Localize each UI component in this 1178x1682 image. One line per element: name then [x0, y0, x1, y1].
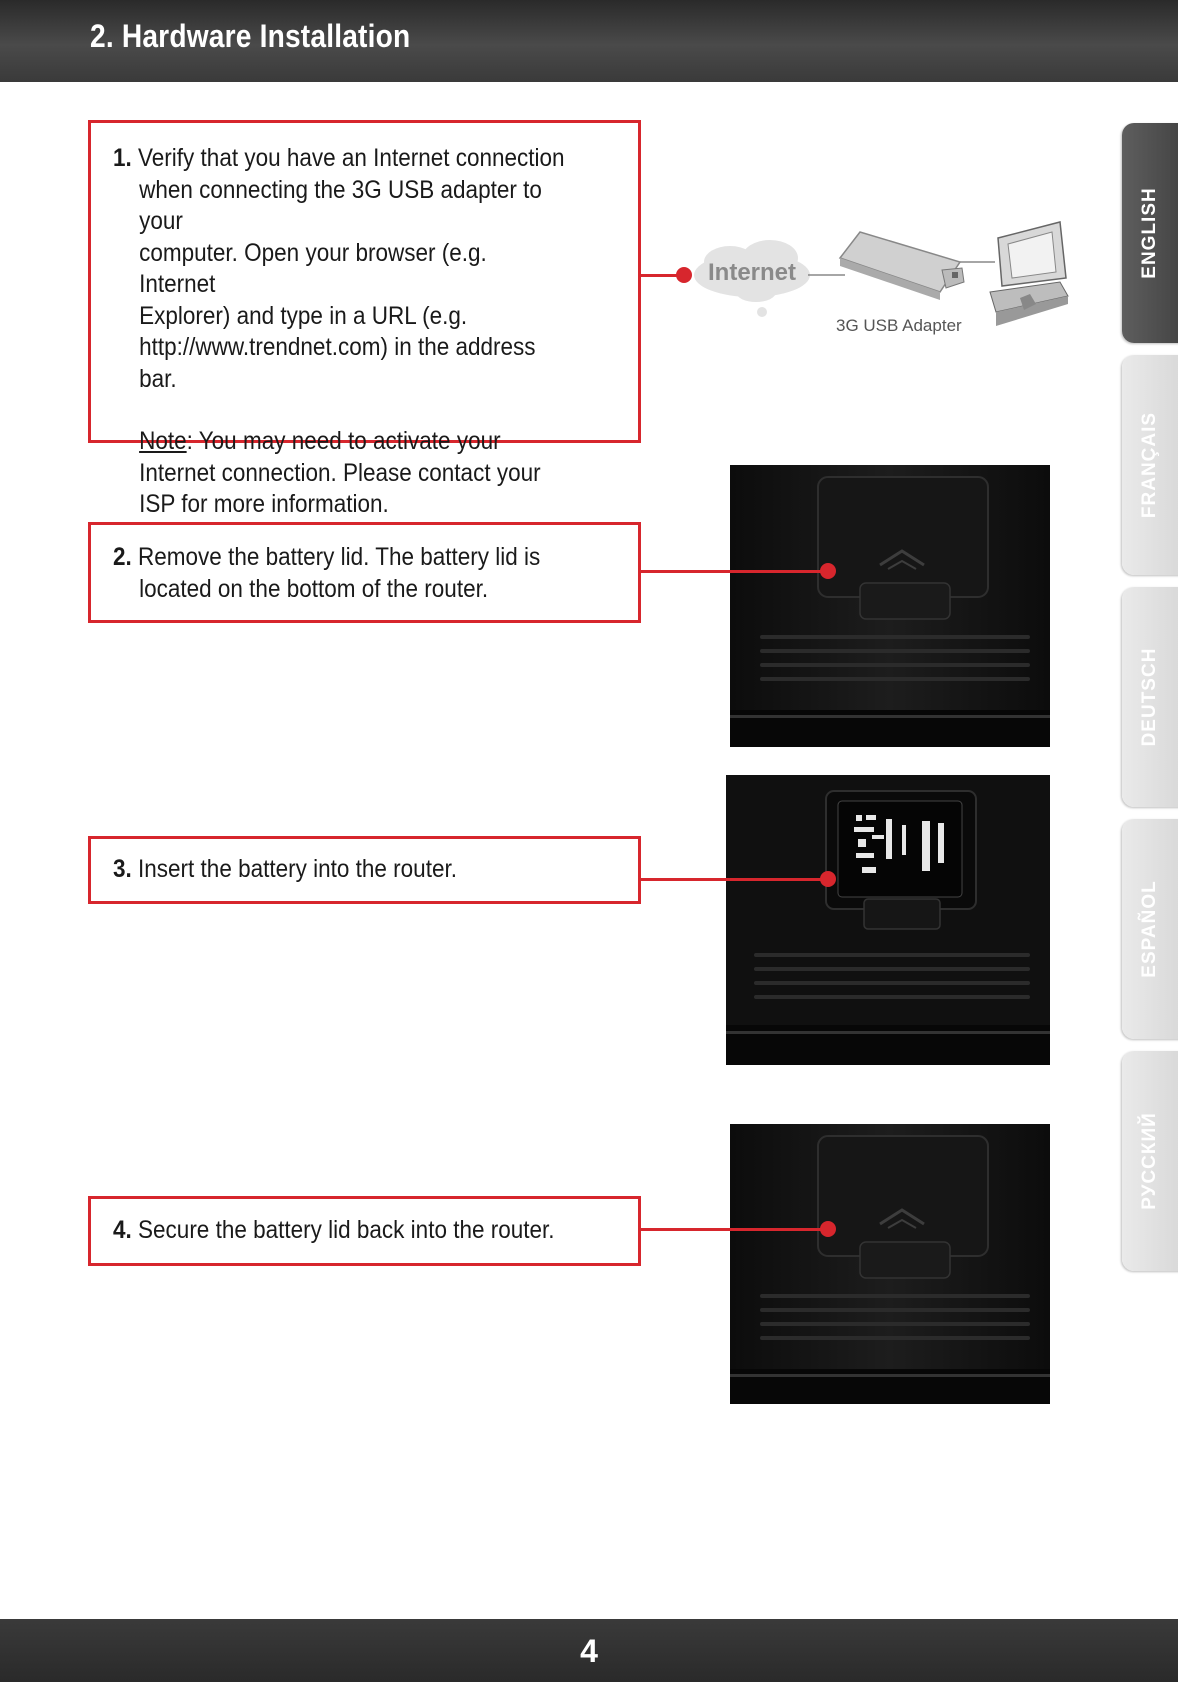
- tab-english-label: ENGLISH: [1139, 187, 1160, 279]
- step-1-line-5: http://www.trendnet.com) in the address bar.: [139, 333, 536, 393]
- step-4-number: 4.: [113, 1216, 132, 1244]
- step-4-description: Secure the battery lid back into the router.: [138, 1216, 555, 1244]
- step-2-description: Remove the battery lid. The battery lid is located on the bottom of the router.: [138, 543, 541, 603]
- step-2-box: [88, 522, 641, 623]
- step-1-line-3: computer. Open your browser (e.g. Internet: [139, 238, 487, 298]
- step-1-box: [88, 120, 641, 518]
- router-battery-inserted-image: [726, 775, 1050, 1065]
- header-bar: [0, 0, 1178, 82]
- step-2-connector: [641, 570, 827, 573]
- step-1-number: 1.: [113, 144, 132, 172]
- step-3-connector-dot: [820, 871, 836, 887]
- step-2-number: 2.: [113, 543, 132, 571]
- router-lid-closed-image-2: [730, 1124, 1050, 1404]
- step-1-text: [113, 143, 568, 521]
- step-4-box: [88, 1196, 641, 1266]
- footer-bar: [0, 1619, 1178, 1682]
- step-4-text: [113, 1215, 568, 1247]
- tab-english[interactable]: [1122, 123, 1178, 343]
- tab-deutsch-label: DEUTSCH: [1139, 647, 1160, 747]
- step-2-text: [113, 542, 568, 605]
- step-3-description: Insert the battery into the router.: [138, 855, 457, 883]
- step-3-number: 3.: [113, 855, 132, 883]
- note-text: : You may need to activate your Internet connection. Please contact your ISP for more information.: [139, 427, 541, 518]
- tab-espanol-label: ESPAÑOL: [1139, 880, 1160, 978]
- tab-espanol[interactable]: [1122, 819, 1178, 1039]
- step-1-line-4: Explorer) and type in a URL (e.g.: [139, 301, 468, 330]
- tab-deutsch[interactable]: [1122, 587, 1178, 807]
- step-3-text: [113, 854, 568, 886]
- step-1-line-2: when connecting the 3G USB adapter to your: [139, 175, 542, 235]
- usb-adapter-icon: [840, 232, 964, 300]
- step-4-connector-dot: [820, 1221, 836, 1237]
- page-number: 4: [580, 1633, 598, 1669]
- step-1-note: [113, 426, 568, 521]
- tab-russian-label: РУССКИЙ: [1139, 1112, 1160, 1210]
- internet-label: Internet: [708, 259, 797, 286]
- computer-icon: [990, 222, 1068, 326]
- tab-russian[interactable]: [1122, 1051, 1178, 1271]
- tab-francais[interactable]: [1122, 355, 1178, 575]
- step-1-line-1: Verify that you have an Internet connection: [138, 144, 565, 172]
- note-label: Note: [139, 427, 187, 455]
- step-4-connector: [641, 1228, 827, 1231]
- router-lid-closed-image-1: [730, 465, 1050, 747]
- tab-francais-label: FRANÇAIS: [1139, 411, 1160, 519]
- page-title: 2. Hardware Installation: [90, 18, 411, 54]
- step-3-box: [88, 836, 641, 904]
- step-3-connector: [641, 878, 827, 881]
- step-2-connector-dot: [820, 563, 836, 579]
- usb-adapter-label: 3G USB Adapter: [836, 316, 962, 335]
